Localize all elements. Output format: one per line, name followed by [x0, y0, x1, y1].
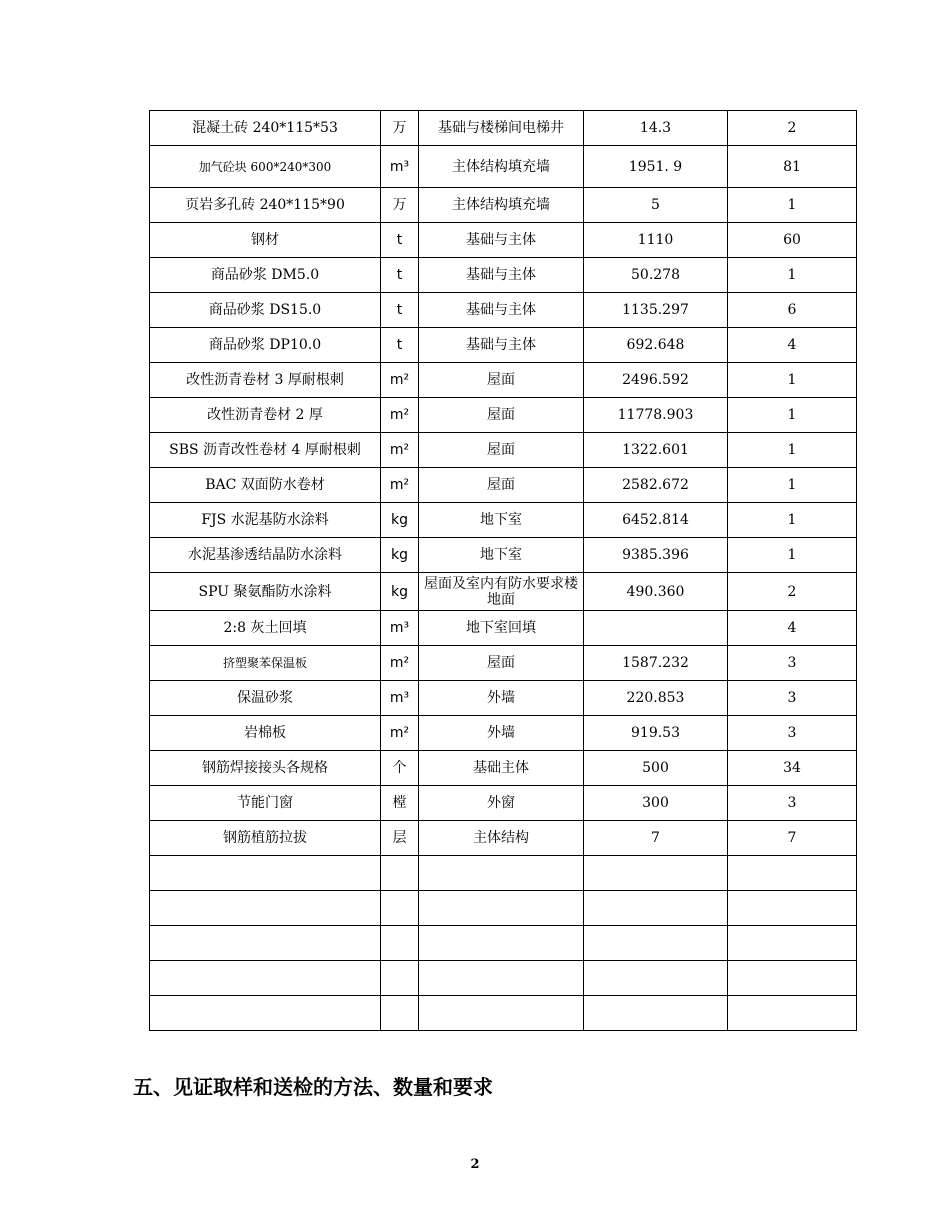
- sample-count: 3: [728, 646, 857, 681]
- material-name: 商品砂浆 DP10.0: [150, 328, 381, 363]
- material-name: 保温砂浆: [150, 681, 381, 716]
- material-unit: 万: [381, 111, 419, 146]
- material-unit: 樘: [381, 786, 419, 821]
- sample-count: 1: [728, 468, 857, 503]
- usage-location: 基础与主体: [419, 328, 584, 363]
- material-name: 页岩多孔砖 240*115*90: [150, 188, 381, 223]
- table-row: [150, 503, 857, 538]
- material-quantity: 1135.297: [584, 293, 728, 328]
- empty-table-row: [150, 856, 857, 891]
- table-row: [150, 293, 857, 328]
- material-quantity: 919.53: [584, 716, 728, 751]
- usage-location: 外墙: [419, 716, 584, 751]
- sample-count: 1: [728, 258, 857, 293]
- material-quantity: 11778.903: [584, 398, 728, 433]
- material-unit: m³: [381, 611, 419, 646]
- material-unit: m³: [381, 146, 419, 188]
- materials-table: [149, 110, 857, 1031]
- material-quantity: 300: [584, 786, 728, 821]
- material-unit: kg: [381, 538, 419, 573]
- sample-count: 1: [728, 188, 857, 223]
- table-row: [150, 188, 857, 223]
- page-number: 2: [470, 1157, 480, 1172]
- usage-location: 基础与主体: [419, 223, 584, 258]
- material-quantity: 1951. 9: [584, 146, 728, 188]
- sample-count: 1: [728, 503, 857, 538]
- usage-location: 地下室: [419, 538, 584, 573]
- usage-location: 屋面: [419, 468, 584, 503]
- material-unit: 个: [381, 751, 419, 786]
- material-unit: 万: [381, 188, 419, 223]
- material-quantity: 1110: [584, 223, 728, 258]
- table-row: [150, 786, 857, 821]
- material-unit: m²: [381, 363, 419, 398]
- usage-location: 屋面: [419, 646, 584, 681]
- table-row: [150, 681, 857, 716]
- usage-location: 屋面: [419, 433, 584, 468]
- table-row: [150, 716, 857, 751]
- sample-count: 60: [728, 223, 857, 258]
- sample-count: 4: [728, 328, 857, 363]
- material-unit: t: [381, 258, 419, 293]
- material-unit: t: [381, 293, 419, 328]
- material-unit: m²: [381, 468, 419, 503]
- empty-table-row: [150, 961, 857, 996]
- usage-location: 外墙: [419, 681, 584, 716]
- sample-count: 3: [728, 681, 857, 716]
- material-quantity: 692.648: [584, 328, 728, 363]
- usage-location: 屋面及室内有防水要求楼地面: [419, 573, 584, 611]
- table-row: [150, 468, 857, 503]
- usage-location: 基础与主体: [419, 293, 584, 328]
- material-unit: m²: [381, 433, 419, 468]
- material-name: 商品砂浆 DS15.0: [150, 293, 381, 328]
- material-quantity: 14.3: [584, 111, 728, 146]
- material-name: 混凝土砖 240*115*53: [150, 111, 381, 146]
- usage-location: 外窗: [419, 786, 584, 821]
- material-name: SPU 聚氨酯防水涂料: [150, 573, 381, 611]
- table-row: [150, 433, 857, 468]
- usage-location: 基础主体: [419, 751, 584, 786]
- empty-table-row: [150, 926, 857, 961]
- sample-count: 1: [728, 538, 857, 573]
- usage-location: 基础与主体: [419, 258, 584, 293]
- material-name: 改性沥青卷材 3 厚耐根刺: [150, 363, 381, 398]
- material-quantity: 220.853: [584, 681, 728, 716]
- table-row: [150, 646, 857, 681]
- table-row: [150, 611, 857, 646]
- material-quantity: 6452.814: [584, 503, 728, 538]
- material-name: SBS 沥青改性卷材 4 厚耐根刺: [150, 433, 381, 468]
- sample-count: 3: [728, 786, 857, 821]
- empty-table-row: [150, 891, 857, 926]
- material-name: 钢材: [150, 223, 381, 258]
- material-name: 岩棉板: [150, 716, 381, 751]
- usage-location: 主体结构: [419, 821, 584, 856]
- material-name: 2:8 灰土回填: [150, 611, 381, 646]
- material-unit: m²: [381, 398, 419, 433]
- sample-count: 2: [728, 573, 857, 611]
- table-row: [150, 328, 857, 363]
- material-quantity: 9385.396: [584, 538, 728, 573]
- table-row: [150, 573, 857, 611]
- material-name: 改性沥青卷材 2 厚: [150, 398, 381, 433]
- material-unit: kg: [381, 573, 419, 611]
- usage-location: 主体结构填充墙: [419, 188, 584, 223]
- material-unit: m²: [381, 646, 419, 681]
- material-name: 钢筋植筋拉拔: [150, 821, 381, 856]
- sample-count: 6: [728, 293, 857, 328]
- usage-location: 地下室回填: [419, 611, 584, 646]
- material-unit: t: [381, 223, 419, 258]
- table-row: [150, 751, 857, 786]
- material-unit: m²: [381, 716, 419, 751]
- material-quantity: 1587.232: [584, 646, 728, 681]
- material-name: 加气砼块 600*240*300: [150, 146, 381, 188]
- material-quantity: 1322.601: [584, 433, 728, 468]
- usage-location: 屋面: [419, 398, 584, 433]
- material-name: 商品砂浆 DM5.0: [150, 258, 381, 293]
- table-row: [150, 146, 857, 188]
- table-row: [150, 111, 857, 146]
- sample-count: 4: [728, 611, 857, 646]
- material-unit: 层: [381, 821, 419, 856]
- usage-location: 地下室: [419, 503, 584, 538]
- table-row: [150, 821, 857, 856]
- material-name: FJS 水泥基防水涂料: [150, 503, 381, 538]
- material-quantity: 7: [584, 821, 728, 856]
- sample-count: 3: [728, 716, 857, 751]
- usage-location: 屋面: [419, 363, 584, 398]
- table-row: [150, 538, 857, 573]
- material-quantity: 50.278: [584, 258, 728, 293]
- material-name: 节能门窗: [150, 786, 381, 821]
- material-quantity: 2582.672: [584, 468, 728, 503]
- sample-count: 1: [728, 433, 857, 468]
- material-name: 水泥基渗透结晶防水涂料: [150, 538, 381, 573]
- material-quantity: 2496.592: [584, 363, 728, 398]
- material-quantity: [584, 611, 728, 646]
- table-row: [150, 363, 857, 398]
- material-quantity: 5: [584, 188, 728, 223]
- table-row: [150, 398, 857, 433]
- table-row: [150, 258, 857, 293]
- material-unit: m³: [381, 681, 419, 716]
- usage-location: 基础与楼梯间电梯井: [419, 111, 584, 146]
- material-unit: kg: [381, 503, 419, 538]
- sample-count: 1: [728, 398, 857, 433]
- sample-count: 1: [728, 363, 857, 398]
- sample-count: 34: [728, 751, 857, 786]
- material-name: 钢筋焊接接头各规格: [150, 751, 381, 786]
- table-row: [150, 223, 857, 258]
- material-name: BAC 双面防水卷材: [150, 468, 381, 503]
- empty-table-row: [150, 996, 857, 1031]
- sample-count: 2: [728, 111, 857, 146]
- sample-count: 81: [728, 146, 857, 188]
- material-unit: t: [381, 328, 419, 363]
- section-heading: 五、见证取样和送检的方法、数量和要求: [133, 1075, 493, 1099]
- material-quantity: 490.360: [584, 573, 728, 611]
- sample-count: 7: [728, 821, 857, 856]
- material-name: 挤塑聚苯保温板: [150, 646, 381, 681]
- material-quantity: 500: [584, 751, 728, 786]
- usage-location: 主体结构填充墙: [419, 146, 584, 188]
